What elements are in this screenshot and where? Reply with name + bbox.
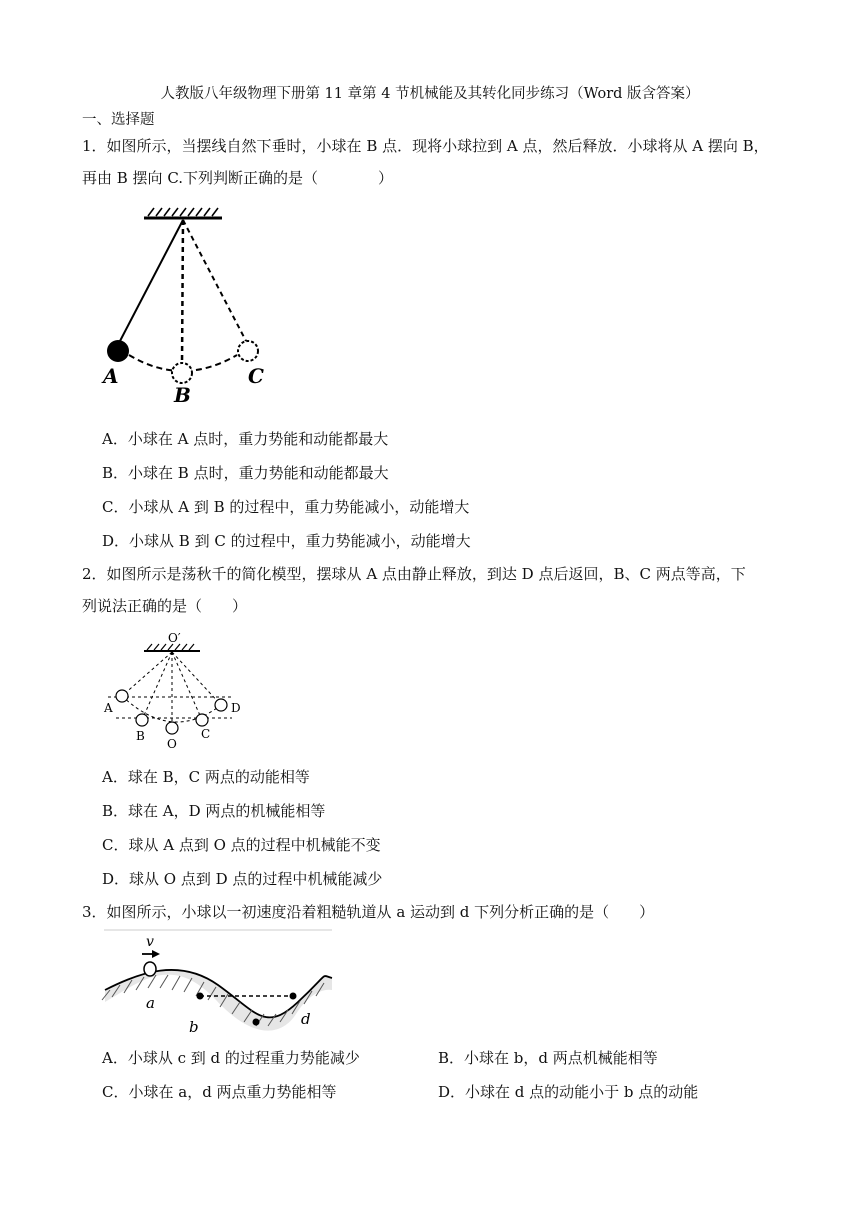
section-heading: 一、选择题: [82, 112, 155, 128]
question-3-stem-line-1: 3．如图所示，小球以一初速度沿着粗糙轨道从 a 运动到 d 下列分析正确的是（ ）: [82, 903, 655, 921]
question-3-stem: [82, 896, 782, 928]
q1-label-c: C: [248, 364, 264, 388]
q1-label-a: A: [103, 364, 119, 388]
q3-label-b: b: [189, 1018, 199, 1036]
q2-label-o-prime: O′: [168, 631, 181, 645]
q1-label-b: B: [174, 383, 191, 407]
question-2-option-d[interactable]: D．球从 O 点到 D 点的过程中机械能减少: [102, 870, 383, 888]
q3-label-v: v: [146, 934, 154, 950]
question-1-option-c[interactable]: C．小球从 A 到 B 的过程中，重力势能减小，动能增大: [102, 498, 470, 516]
question-2-option-b[interactable]: B．球在 A，D 两点的机械能相等: [102, 802, 326, 820]
question-2-stem-line-2: 列说法正确的是（ ）: [82, 597, 248, 615]
question-2-option-a[interactable]: A．球在 B，C 两点的动能相等: [102, 768, 310, 786]
question-1-pendulum-figure: [96, 206, 276, 406]
question-1-option-a[interactable]: A．小球在 A 点时，重力势能和动能都最大: [102, 430, 389, 448]
question-1-option-d[interactable]: D．小球从 B 到 C 的过程中，重力势能减小，动能增大: [102, 532, 471, 550]
question-1-stem: [82, 130, 782, 194]
question-1-stem-line-2: 再由 B 摆向 C.下列判断正确的是（ ）: [82, 169, 394, 187]
question-3-option-c[interactable]: C．小球在 a，d 两点重力势能相等: [102, 1083, 337, 1101]
question-2-stem-line-1: 2．如图所示是荡秋千的简化模型，摆球从 A 点由静止释放，到达 D 点后返回，B、C 两点等高，下: [82, 565, 746, 583]
question-2-stem: [82, 558, 782, 622]
question-1-option-b[interactable]: B．小球在 B 点时，重力势能和动能都最大: [102, 464, 389, 482]
question-3-option-d[interactable]: D．小球在 d 点的动能小于 b 点的动能: [438, 1083, 699, 1101]
question-2-option-c[interactable]: C．球从 A 点到 O 点的过程中机械能不变: [102, 836, 381, 854]
question-2-swing-figure: [100, 628, 250, 753]
q2-label-d: D: [231, 701, 241, 715]
q2-label-b: B: [136, 729, 145, 743]
q3-label-d: d: [301, 1010, 311, 1028]
question-3-option-a[interactable]: A．小球从 c 到 d 的过程重力势能减少: [102, 1049, 360, 1067]
question-3-track-figure: [100, 930, 340, 1040]
q2-label-c: C: [201, 727, 211, 741]
q3-label-a: a: [146, 994, 155, 1012]
question-1-stem-line-1: 1．如图所示，当摆线自然下垂时，小球在 B 点．现将小球拉到 A 点，然后释放．小球将从 A 摆向 B，: [82, 137, 769, 155]
q2-label-o: O: [167, 737, 177, 751]
q2-label-a: A: [104, 701, 113, 715]
question-3-option-b[interactable]: B．小球在 b，d 两点机械能相等: [438, 1049, 658, 1067]
document-title: 人教版八年级物理下册第 11 章第 4 节机械能及其转化同步练习（Word 版含答案）: [160, 86, 700, 102]
